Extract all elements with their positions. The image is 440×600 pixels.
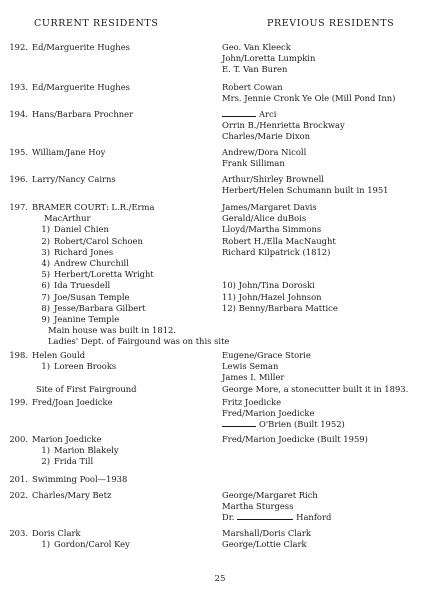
spacer <box>222 269 432 280</box>
previous-resident: Fred/Marion Joedicke (Built 1959) <box>222 434 368 444</box>
unit-number: 1) <box>41 539 50 550</box>
current-resident: Hans/Barbara Prochner <box>32 109 134 119</box>
entry-number: 202. <box>9 490 28 500</box>
unit-number: 4) <box>41 258 50 269</box>
current-resident: Richard Jones <box>54 246 114 257</box>
current-resident: Fred/Joan Joedicke <box>32 397 113 407</box>
blank-line <box>222 109 256 117</box>
current-resident: Charles/Mary Betz <box>32 490 112 500</box>
previous-resident: Lewis Seman <box>222 361 279 372</box>
unit-number: 2) <box>41 235 50 246</box>
unit-number: 6) <box>41 280 50 291</box>
entry-number: 194. <box>9 109 28 119</box>
page-number: 25 <box>214 574 226 584</box>
previous-resident: George/Lottie Clark <box>222 539 307 550</box>
previous-resident: Geo. Van Kleeck <box>222 42 291 52</box>
previous-resident: Marshall/Doris Clark <box>222 528 311 538</box>
blank-line <box>222 419 256 427</box>
previous-resident: Fred/Marion Joedicke <box>222 408 315 419</box>
previous-resident: 11) John/Hazel Johnson <box>222 291 322 302</box>
unit-number: 1) <box>41 445 50 456</box>
previous-resident: Robert Cowan <box>222 82 283 92</box>
history-note: Site of First Fairground <box>36 383 137 394</box>
current-resident: Larry/Nancy Cairns <box>32 174 116 184</box>
current-resident: Joe/Susan Temple <box>54 291 130 302</box>
current-resident: Gordon/Carol Key <box>54 539 130 550</box>
current-resident: Marion Joedicke <box>32 434 102 444</box>
previous-resident: 12) Benny/Barbara Mattice <box>222 302 338 313</box>
previous-resident: Frank Silliman <box>222 158 285 169</box>
current-resident: Doris Clark <box>32 528 81 538</box>
current-resident: Andrew Churchill <box>54 258 129 269</box>
current-resident: Helen Gould <box>32 350 86 360</box>
previous-resident: O'Brien (Built 1952) <box>259 419 345 430</box>
previous-resident: John/Loretta Lumpkin <box>222 53 316 64</box>
current-residents-header: CURRENT RESIDENTS <box>34 18 159 29</box>
unit-number: 2) <box>41 456 50 467</box>
previous-residents-header: PREVIOUS RESIDENTS <box>267 18 395 29</box>
blank-line <box>237 512 293 520</box>
history-note: Ladies' Dept. of Fairgound was on this site <box>48 336 230 347</box>
previous-resident: Dr. <box>222 512 235 523</box>
current-resident: Swimming Pool—1938 <box>32 474 128 484</box>
previous-resident: Charles/Marie Dixon <box>222 131 310 142</box>
unit-number: 1) <box>41 361 50 372</box>
current-resident: William/Jane Hoy <box>32 147 106 157</box>
current-resident: Jeanine Temple <box>54 314 120 325</box>
unit-number: 9) <box>41 314 50 325</box>
entry-number: 198. <box>9 350 28 360</box>
current-resident: Frida Till <box>54 456 94 467</box>
unit-number: 5) <box>41 269 50 280</box>
current-resident: Loreen Brooks <box>54 361 117 372</box>
entry-number: 199. <box>9 397 28 407</box>
previous-resident: Richard Kilpatrick (1812) <box>222 246 331 257</box>
previous-resident: George/Margaret Rich <box>222 490 318 500</box>
unit-number: 7) <box>41 291 50 302</box>
previous-resident: George More, a stonecutter built it in 1893. <box>222 383 409 394</box>
unit-number: 8) <box>41 302 50 313</box>
entry-number: 192. <box>9 42 28 52</box>
unit-number: 3) <box>41 246 50 257</box>
previous-resident: Orrin B./Henrietta Brockway <box>222 120 345 131</box>
current-resident: Ida Truesdell <box>54 280 111 291</box>
entry-number: 195. <box>9 147 28 157</box>
entry-number: 203. <box>9 528 28 538</box>
current-resident: Robert/Carol Schoen <box>54 235 143 246</box>
current-resident: Jesse/Barbara Gilbert <box>54 302 146 313</box>
spacer <box>222 258 432 269</box>
spacer <box>0 372 222 383</box>
previous-resident: Arthur/Shirley Brownell <box>222 174 324 184</box>
previous-resident: Lloyd/Martha Simmons <box>222 224 322 235</box>
current-resident: Ed/Marguerite Hughes <box>32 42 130 52</box>
current-resident: Herbert/Loretta Wright <box>54 269 154 280</box>
previous-resident: James I. Miller <box>222 372 285 383</box>
previous-resident: Fritz Joedicke <box>222 397 282 407</box>
previous-resident: Robert H./Ella MacNaught <box>222 235 336 246</box>
entry-number: 201. <box>9 474 28 484</box>
current-resident: Ed/Marguerite Hughes <box>32 82 130 92</box>
previous-resident: Gerald/Alice duBois <box>222 213 307 224</box>
current-resident: Marion Blakely <box>54 445 119 456</box>
previous-resident: Hanford <box>296 512 332 523</box>
history-note: Main house was built in 1812. <box>48 325 177 336</box>
current-resident: Daniel Chien <box>54 224 109 235</box>
entry-number: 197. <box>9 202 28 212</box>
current-resident: BRAMER COURT: L.R./Erma <box>32 202 155 212</box>
previous-resident: Eugene/Grace Storie <box>222 350 311 360</box>
previous-resident: E. T. Van Buren <box>222 64 288 75</box>
entry-number: 193. <box>9 82 28 92</box>
previous-resident: James/Margaret Davis <box>222 202 317 212</box>
current-resident: MacArthur <box>44 213 91 224</box>
previous-resident: Martha Sturgess <box>222 501 294 512</box>
previous-resident: Andrew/Dora Nicoll <box>222 147 307 157</box>
previous-resident: 10) John/Tina Doroski <box>222 280 315 291</box>
entry-number: 200. <box>9 434 28 444</box>
previous-resident: Arci <box>259 109 277 119</box>
previous-resident: Mrs. Jennie Cronk Ye Ole (Mill Pond Inn) <box>222 93 396 104</box>
previous-resident: Herbert/Helen Schumann built in 1951 <box>222 185 389 196</box>
entry-number: 196. <box>9 174 28 184</box>
unit-number: 1) <box>41 224 50 235</box>
